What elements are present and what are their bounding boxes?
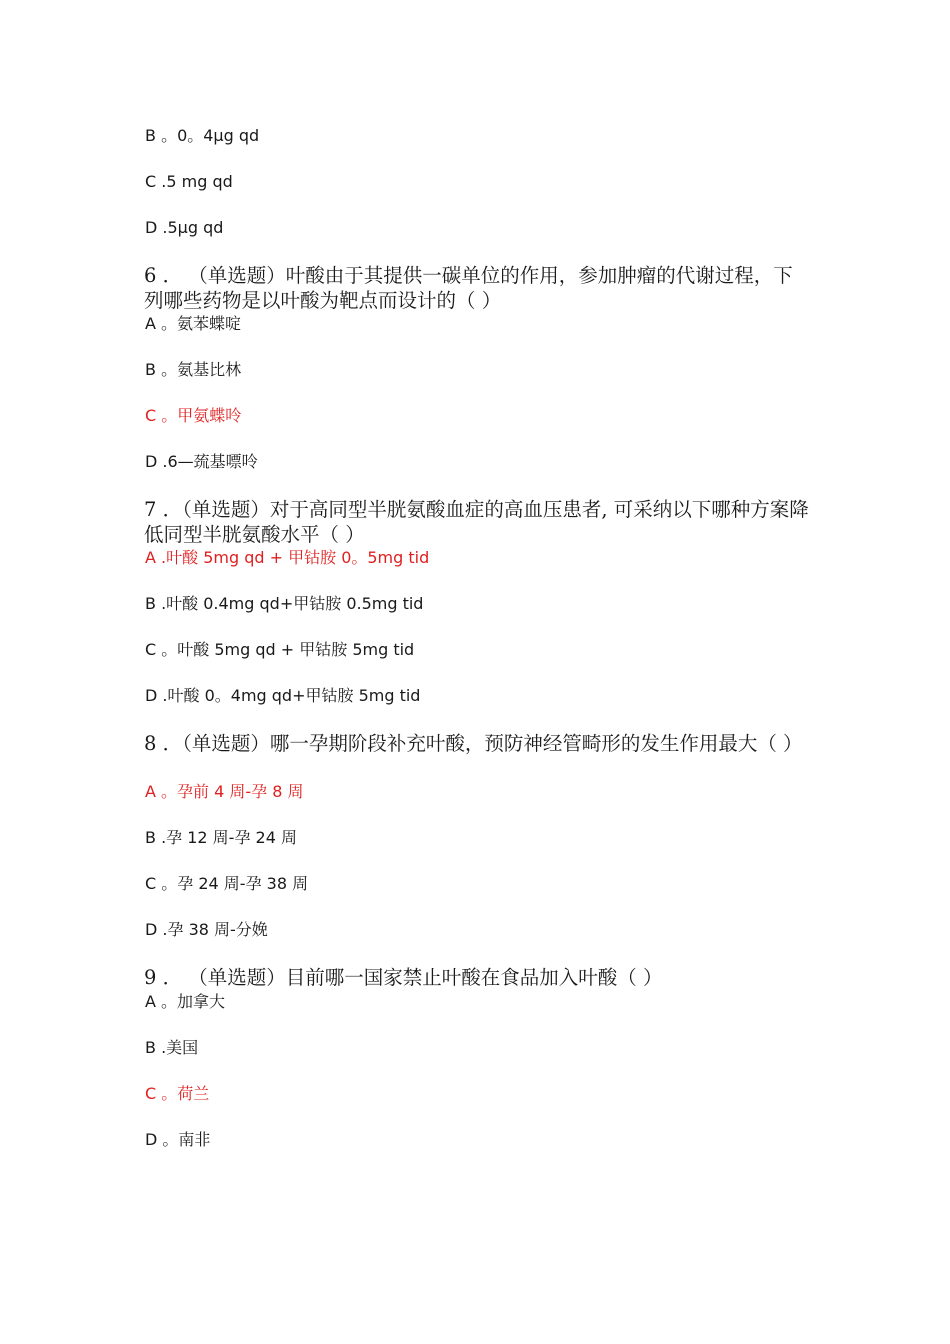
- q8-stem: 8 ．（单选题）哪一孕期阶段补充叶酸，预防神经管畸形的发生作用最大（ ）: [144, 732, 803, 755]
- q7-option-d: D .叶酸 0。4mg qd+甲钴胺 5mg tid: [145, 686, 421, 705]
- q8-option-d: D .孕 38 周-分娩: [145, 920, 268, 939]
- q8-option-c: C 。孕 24 周-孕 38 周: [145, 874, 309, 893]
- q6-option-b: B 。氨基比林: [145, 360, 242, 379]
- q7-stem: 7 ．（单选题）对于高同型半胱氨酸血症的高血压患者, 可采纳以下哪种方案降低同型半胱氨酸水平（ ）: [144, 498, 809, 546]
- q9-option-d: D 。南非: [145, 1130, 211, 1149]
- q8-option-b: B .孕 12 周-孕 24 周: [145, 828, 297, 847]
- q6-option-c: C 。甲氨蝶呤: [145, 406, 242, 425]
- q9-stem: 9 ． （单选题）目前哪一国家禁止叶酸在食品加入叶酸（ ）: [144, 966, 663, 989]
- q7-option-c: C 。叶酸 5mg qd + 甲钴胺 5mg tid: [145, 640, 415, 659]
- q7-option-a: A .叶酸 5mg qd + 甲钴胺 0。5mg tid: [145, 548, 430, 567]
- q5-option-b: B 。0。4μg qd: [145, 126, 260, 145]
- q9-option-b: B .美国: [145, 1038, 199, 1057]
- q8-option-a: A 。孕前 4 周-孕 8 周: [145, 782, 304, 801]
- q9-option-a: A 。加拿大: [145, 992, 226, 1011]
- q6-stem: 6 ． （单选题）叶酸由于其提供一碳单位的作用，参加肿瘤的代谢过程，下列哪些药物是以叶酸为靶点而设计的（ ）: [144, 264, 793, 312]
- q6-option-a: A 。氨苯蝶啶: [145, 314, 242, 333]
- q5-option-c: C .5 mg qd: [145, 172, 233, 191]
- q6-option-d: D .6—巯基嘌呤: [145, 452, 258, 471]
- q7-option-b: B .叶酸 0.4mg qd+甲钴胺 0.5mg tid: [145, 594, 424, 613]
- q9-option-c: C 。荷兰: [145, 1084, 210, 1103]
- q5-option-d: D .5μg qd: [145, 218, 224, 237]
